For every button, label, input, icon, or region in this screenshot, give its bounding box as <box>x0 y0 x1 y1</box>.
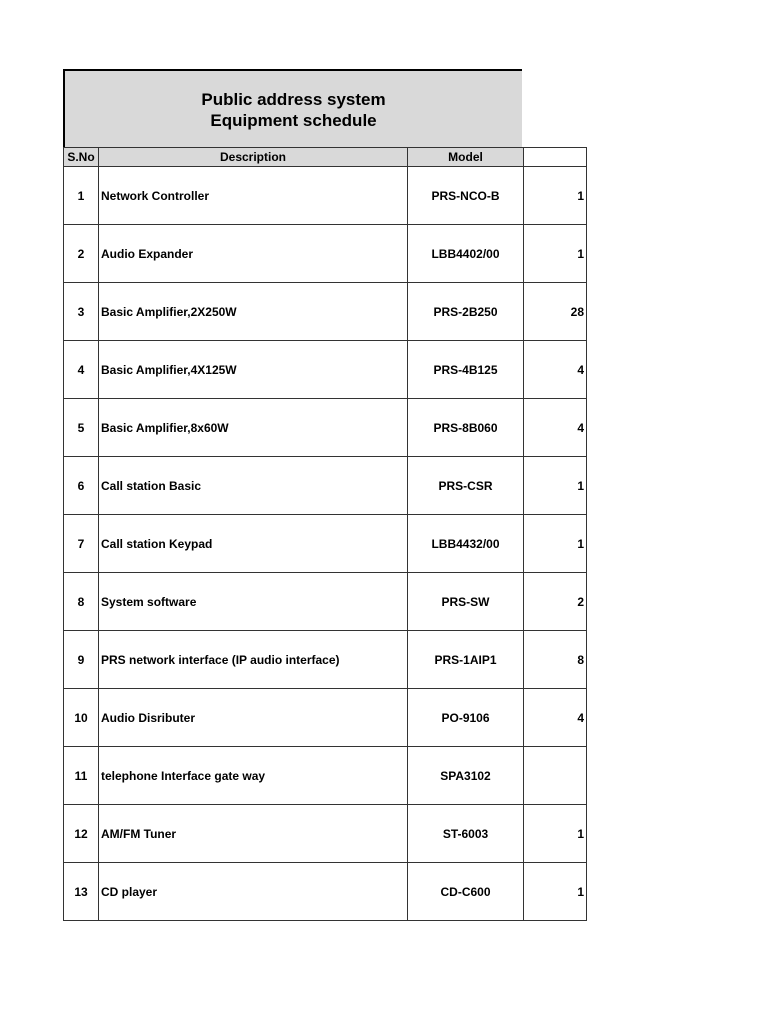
cell-sno: 2 <box>64 225 99 283</box>
cell-model: PRS-NCO-B <box>408 167 524 225</box>
cell-quantity: 4 <box>524 689 587 747</box>
table-row <box>64 341 587 399</box>
cell-description: Network Controller <box>99 167 408 225</box>
equipment-table <box>63 147 587 921</box>
cell-description: CD player <box>99 863 408 921</box>
cell-model: PRS-8B060 <box>408 399 524 457</box>
header-model: Model <box>408 148 524 167</box>
cell-sno: 4 <box>64 341 99 399</box>
cell-quantity: 1 <box>524 167 587 225</box>
cell-quantity: 1 <box>524 225 587 283</box>
cell-sno: 12 <box>64 805 99 863</box>
cell-description: AM/FM Tuner <box>99 805 408 863</box>
cell-sno: 5 <box>64 399 99 457</box>
cell-quantity: 1 <box>524 515 587 573</box>
cell-model: PRS-SW <box>408 573 524 631</box>
cell-quantity: 1 <box>524 457 587 515</box>
table-row <box>64 805 587 863</box>
cell-model: LBB4432/00 <box>408 515 524 573</box>
cell-model: PRS-1AIP1 <box>408 631 524 689</box>
cell-quantity: 4 <box>524 341 587 399</box>
cell-sno: 3 <box>64 283 99 341</box>
cell-sno: 7 <box>64 515 99 573</box>
cell-description: Basic Amplifier,8x60W <box>99 399 408 457</box>
cell-description: Audio Disributer <box>99 689 408 747</box>
cell-description: Call station Basic <box>99 457 408 515</box>
table-header-row <box>64 148 587 167</box>
table-row <box>64 747 587 805</box>
cell-model: PRS-CSR <box>408 457 524 515</box>
table-row <box>64 399 587 457</box>
cell-quantity: 28 <box>524 283 587 341</box>
cell-description: Call station Keypad <box>99 515 408 573</box>
cell-description: Basic Amplifier,2X250W <box>99 283 408 341</box>
table-row <box>64 631 587 689</box>
cell-sno: 8 <box>64 573 99 631</box>
cell-model: ST-6003 <box>408 805 524 863</box>
cell-description: System software <box>99 573 408 631</box>
title-line-2: Equipment schedule <box>210 110 377 130</box>
table-row <box>64 515 587 573</box>
cell-model: PO-9106 <box>408 689 524 747</box>
cell-sno: 13 <box>64 863 99 921</box>
title-line-1: Public address system <box>201 89 386 109</box>
cell-description: PRS network interface (IP audio interface) <box>99 631 408 689</box>
table-row <box>64 573 587 631</box>
cell-sno: 6 <box>64 457 99 515</box>
cell-model: CD-C600 <box>408 863 524 921</box>
cell-quantity: 2 <box>524 573 587 631</box>
cell-sno: 9 <box>64 631 99 689</box>
table-row <box>64 283 587 341</box>
cell-quantity: 1 <box>524 805 587 863</box>
cell-description: telephone Interface gate way <box>99 747 408 805</box>
cell-quantity: 8 <box>524 631 587 689</box>
cell-sno: 1 <box>64 167 99 225</box>
cell-model: SPA3102 <box>408 747 524 805</box>
table-row <box>64 225 587 283</box>
cell-description: Audio Expander <box>99 225 408 283</box>
header-quantity <box>524 148 587 167</box>
cell-quantity: 1 <box>524 863 587 921</box>
table-row <box>64 167 587 225</box>
cell-model: LBB4402/00 <box>408 225 524 283</box>
title-block <box>63 69 522 148</box>
table-row <box>64 689 587 747</box>
table-row <box>64 863 587 921</box>
cell-model: PRS-2B250 <box>408 283 524 341</box>
cell-quantity: 4 <box>524 399 587 457</box>
header-description: Description <box>99 148 408 167</box>
header-sno: S.No <box>64 148 99 167</box>
cell-quantity <box>524 747 587 805</box>
cell-model: PRS-4B125 <box>408 341 524 399</box>
cell-sno: 10 <box>64 689 99 747</box>
cell-sno: 11 <box>64 747 99 805</box>
cell-description: Basic Amplifier,4X125W <box>99 341 408 399</box>
table-row <box>64 457 587 515</box>
